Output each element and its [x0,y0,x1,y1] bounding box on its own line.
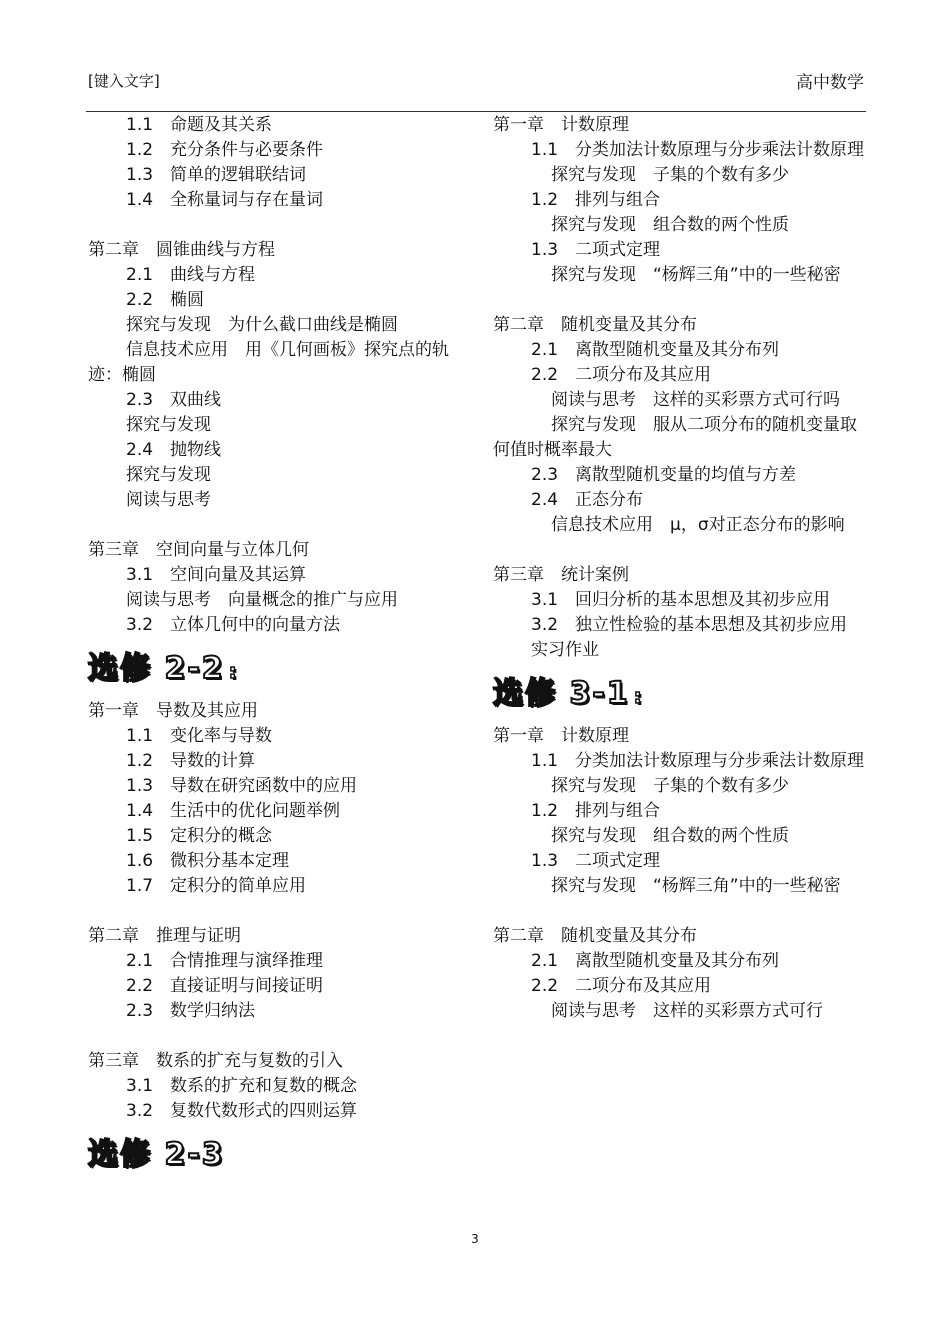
toc-item [88,188,466,213]
toc-subitem: 探究与发现 [126,415,211,435]
toc-number: 1.2 [531,801,559,821]
toc-number: 1.3 [531,851,559,871]
toc-title: 全称量词与存在量词 [170,190,323,210]
page-number: 3 [471,1232,479,1246]
toc-title: 数学归纳法 [170,1001,255,1021]
toc-number: 1.2 [531,190,559,210]
chapter-title: 第一章 导数及其应用 [88,701,258,721]
chapter-title: 第二章 随机变量及其分布 [493,315,697,335]
toc-item [88,749,466,774]
toc-item [493,463,865,488]
toc-title: 抛物线 [170,440,221,460]
toc-number: 1.3 [126,776,154,796]
toc-item [88,138,466,163]
toc-number: 1.6 [126,851,154,871]
toc-item [88,824,466,849]
toc-subitem: 阅读与思考 这样的买彩票方式可行 [551,1001,823,1021]
toc-title: 排列与组合 [575,801,660,821]
toc-number: 3.1 [126,565,154,585]
toc-subitem: 探究与发现 “杨辉三角”中的一些秘密 [551,265,841,285]
toc-item [493,338,865,363]
toc-subitem: 阅读与思考 [126,490,211,510]
toc-number: 1.4 [126,801,154,821]
toc-item [493,799,865,824]
toc-number: 2.3 [531,465,559,485]
toc-item [88,974,466,999]
toc-subitem: 探究与发现 “杨辉三角”中的一些秘密 [551,876,841,896]
header-rule [86,111,866,112]
toc-item [493,974,865,999]
toc-number: 3.2 [126,615,154,635]
toc-title: 复数代数形式的四则运算 [170,1101,357,1121]
toc-number: 1.5 [126,826,154,846]
toc-title: 二项分布及其应用 [575,365,711,385]
toc-number: 1.4 [126,190,154,210]
toc-title: 正态分布 [575,490,643,510]
toc-item: 1.1 分类加法计数原理与分步乘法计数原理 [531,140,865,160]
left-column [88,113,466,1185]
chapter-items [88,724,466,899]
toc-subitem: 探究与发现 为什么截口曲线是椭圆 [126,315,398,335]
toc-item [493,849,865,874]
toc-number: 2.4 [126,440,154,460]
toc-item [88,724,466,749]
section-heading-trail: : [633,684,644,708]
toc-title: 排列与组合 [575,190,660,210]
toc-item [88,999,466,1024]
toc-item [88,799,466,824]
toc-title: 变化率与导数 [170,726,272,746]
toc-subitem: 探究与发现 组合数的两个性质 [551,826,789,846]
toc-number: 3.1 [126,1076,154,1096]
right-column [493,113,865,1024]
chapter-items [88,1074,466,1124]
toc-item [493,488,865,513]
toc-number: 2.3 [126,1001,154,1021]
toc-title: 导数在研究函数中的应用 [170,776,357,796]
toc-subitem: 信息技术应用 用《几何画板》探究点的轨迹：椭圆 [88,340,449,385]
header-right-text: 高中数学 [796,73,864,93]
toc-number: 1.3 [531,240,559,260]
toc-title: 立体几何中的向量方法 [170,615,340,635]
toc-title: 数系的扩充和复数的概念 [170,1076,357,1096]
toc-title: 微积分基本定理 [170,851,289,871]
toc-item [88,163,466,188]
toc-subitem: 阅读与思考 这样的买彩票方式可行吗 [551,390,840,410]
toc-title: 定积分的简单应用 [170,876,306,896]
toc-title: 简单的逻辑联结词 [170,165,306,185]
toc-title: 双曲线 [170,390,221,410]
toc-item [88,388,466,413]
section-heading-text: 选修 3-1 [493,676,630,711]
toc-subitem: 探究与发现 [126,465,211,485]
toc-title: 二项式定理 [575,851,660,871]
chapter-items [88,949,466,1024]
section-heading-text: 选修 2-2 [88,651,225,686]
toc-title: 空间向量及其运算 [170,565,306,585]
chapter-items [88,113,466,213]
toc-item [493,363,865,388]
toc-number: 2.2 [126,290,154,310]
toc-number: 2.1 [126,951,154,971]
chapter-title: 第二章 圆锥曲线与方程 [88,240,275,260]
toc-title: 离散型随机变量及其分布列 [575,951,779,971]
toc-title: 生活中的优化问题举例 [170,801,340,821]
chapter-title: 第三章 统计案例 [493,565,629,585]
chapter-title: 第一章 计数原理 [493,115,629,135]
toc-number: 1.1 [126,726,154,746]
toc-item [88,438,466,463]
toc-item: 1.1 分类加法计数原理与分步乘法计数原理 [531,751,865,771]
toc-subitem: 探究与发现 服从二项分布的随机变量取何值时概率最大 [493,415,857,460]
toc-item: 3.2 独立性检验的基本思想及其初步应用 [531,615,848,635]
toc-title: 充分条件与必要条件 [170,140,323,160]
toc-subitem: 信息技术应用 μ，σ对正态分布的影响 [551,515,845,535]
chapter-title: 第二章 随机变量及其分布 [493,926,697,946]
section-heading [88,646,466,692]
toc-number: 2.1 [531,340,559,360]
toc-item [88,613,466,638]
toc-title: 椭圆 [170,290,204,310]
toc-number: 2.2 [531,365,559,385]
toc-number: 1.2 [126,140,154,160]
chapter-title: 第一章 计数原理 [493,726,629,746]
toc-item [493,238,865,263]
toc-title: 定积分的概念 [170,826,272,846]
toc-number: 2.2 [126,976,154,996]
toc-number: 1.1 [126,115,154,135]
toc-subitem: 实习作业 [531,640,599,660]
toc-item [493,188,865,213]
toc-number: 2.2 [531,976,559,996]
toc-number: 1.2 [126,751,154,771]
header-left-text: [键入文字] [88,72,160,90]
toc-item [88,949,466,974]
toc-subitem: 阅读与思考 向量概念的推广与应用 [126,590,398,610]
toc-number: 2.3 [126,390,154,410]
section-heading [88,1132,466,1178]
toc-title: 合情推理与演绎推理 [170,951,323,971]
chapter-items [88,263,466,313]
toc-item [88,263,466,288]
toc-number: 3.2 [126,1101,154,1121]
toc-title: 二项式定理 [575,240,660,260]
toc-item [88,874,466,899]
chapter-title: 第三章 空间向量与立体几何 [88,540,309,560]
toc-title: 离散型随机变量及其分布列 [575,340,779,360]
toc-title: 离散型随机变量的均值与方差 [575,465,796,485]
toc-number: 2.4 [531,490,559,510]
toc-subitem: 探究与发现 子集的个数有多少 [551,165,789,185]
toc-title: 命题及其关系 [170,115,272,135]
section-heading-trail: : [228,659,239,683]
toc-title: 曲线与方程 [170,265,255,285]
toc-title: 直接证明与间接证明 [170,976,323,996]
toc-title: 导数的计算 [170,751,255,771]
toc-item [88,774,466,799]
toc-item [88,1099,466,1124]
toc-number: 1.7 [126,876,154,896]
chapter-title: 第二章 推理与证明 [88,926,241,946]
toc-item [493,949,865,974]
toc-item [88,288,466,313]
toc-item [88,1074,466,1099]
section-heading [493,671,865,717]
toc-item: 3.1 回归分析的基本思想及其初步应用 [531,590,831,610]
toc-number: 2.1 [531,951,559,971]
toc-subitem: 探究与发现 子集的个数有多少 [551,776,789,796]
toc-subitem: 探究与发现 组合数的两个性质 [551,215,789,235]
toc-number: 1.3 [126,165,154,185]
toc-title: 二项分布及其应用 [575,976,711,996]
toc-item [88,113,466,138]
toc-item [88,849,466,874]
toc-number: 2.1 [126,265,154,285]
chapter-title: 第三章 数系的扩充与复数的引入 [88,1051,343,1071]
toc-item [88,563,466,588]
section-heading-text: 选修 2-3 [88,1137,225,1172]
